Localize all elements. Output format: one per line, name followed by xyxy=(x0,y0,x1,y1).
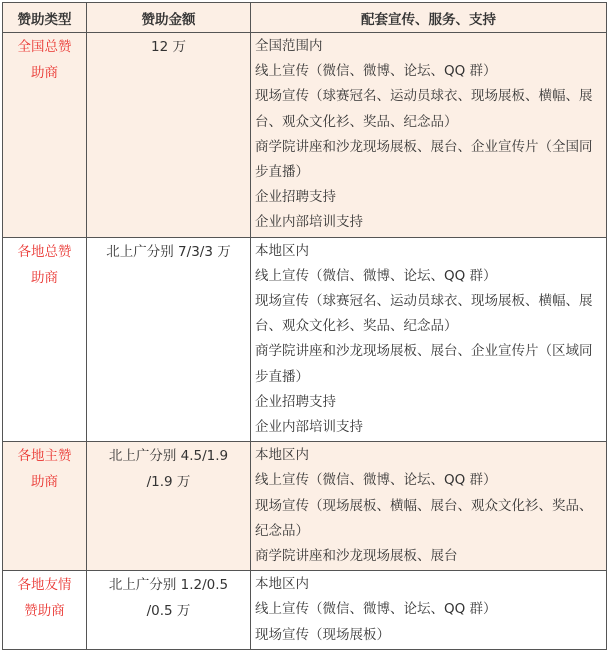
service-item: 商学院讲座和沙龙现场展板、展台 xyxy=(255,548,458,565)
table-row xyxy=(3,442,607,571)
sponsor-amount-line: 北上广分别 1.2/0.5 xyxy=(108,577,229,594)
service-item: 现场宣传（现场展板） xyxy=(255,626,390,643)
service-item: 商学院讲座和沙龙现场展板、展台、企业宣传片（区域同步直播） xyxy=(255,343,593,385)
service-item: 本地区内 xyxy=(255,242,309,259)
service-item: 现场宣传（球赛冠名、运动员球衣、现场展板、横幅、展台、观众文化衫、奖品、纪念品） xyxy=(255,88,593,130)
sponsor-amount-line: /0.5 万 xyxy=(146,603,191,620)
service-item: 线上宣传（微信、微博、论坛、QQ 群） xyxy=(255,472,497,489)
service-item: 本地区内 xyxy=(255,447,309,464)
table-row xyxy=(3,33,607,238)
sponsor-amount-cell xyxy=(87,571,251,650)
sponsor-type-line: 全国总赞 xyxy=(17,39,72,55)
header-services: 配套宣传、服务、支持 xyxy=(251,3,607,33)
service-item: 线上宣传（微信、微博、论坛、QQ 群） xyxy=(255,267,497,284)
sponsor-amount-cell xyxy=(87,33,251,238)
sponsor-type-line: 助商 xyxy=(31,65,58,81)
sponsor-type-cell xyxy=(3,237,87,442)
sponsor-type-line: 助商 xyxy=(31,269,58,286)
service-item: 线上宣传（微信、微博、论坛、QQ 群） xyxy=(255,63,497,80)
sponsor-amount-line: 12 万 xyxy=(151,39,186,55)
sponsor-amount-line: /1.9 万 xyxy=(146,474,191,491)
sponsor-amount-line: 北上广分别 7/3/3 万 xyxy=(106,243,231,260)
service-item: 线上宣传（微信、微博、论坛、QQ 群） xyxy=(255,601,497,618)
sponsorship-table xyxy=(2,2,607,650)
services-cell xyxy=(251,33,607,238)
sponsor-amount-cell xyxy=(87,442,251,571)
service-item: 商学院讲座和沙龙现场展板、展台、企业宣传片（全国同步直播） xyxy=(255,138,593,181)
sponsor-type-line: 各地友情 xyxy=(17,577,72,594)
sponsor-amount-line: 北上广分别 4.5/1.9 xyxy=(108,448,229,465)
service-item: 本地区内 xyxy=(255,576,309,593)
service-item: 现场宣传（现场展板、横幅、展台、观众文化衫、奖品、纪念品） xyxy=(255,497,593,539)
sponsor-type-cell xyxy=(3,33,87,238)
service-item: 现场宣传（球赛冠名、运动员球衣、现场展板、横幅、展台、观众文化衫、奖品、纪念品） xyxy=(255,293,593,335)
sponsor-type-line: 各地总赞 xyxy=(17,243,72,260)
service-item: 企业招聘支持 xyxy=(255,189,336,206)
sponsor-type-cell xyxy=(3,442,87,571)
sponsor-type-line: 赞助商 xyxy=(24,603,65,620)
header-sponsor-type: 赞助类型 xyxy=(3,3,87,33)
service-item: 全国范围内 xyxy=(255,38,323,54)
services-cell xyxy=(251,237,607,442)
table-header-row xyxy=(3,3,607,33)
header-sponsor-amount: 赞助金额 xyxy=(87,3,251,33)
service-item: 企业内部培训支持 xyxy=(255,419,363,436)
services-cell xyxy=(251,571,607,650)
table-row xyxy=(3,237,607,442)
sponsor-type-line: 助商 xyxy=(31,474,58,491)
service-item: 企业内部培训支持 xyxy=(255,214,363,231)
sponsor-type-line: 各地主赞 xyxy=(17,448,72,465)
sponsor-type-cell xyxy=(3,571,87,650)
services-cell xyxy=(251,442,607,571)
service-item: 企业招聘支持 xyxy=(255,393,336,410)
table-row xyxy=(3,571,607,650)
sponsor-amount-cell xyxy=(87,237,251,442)
